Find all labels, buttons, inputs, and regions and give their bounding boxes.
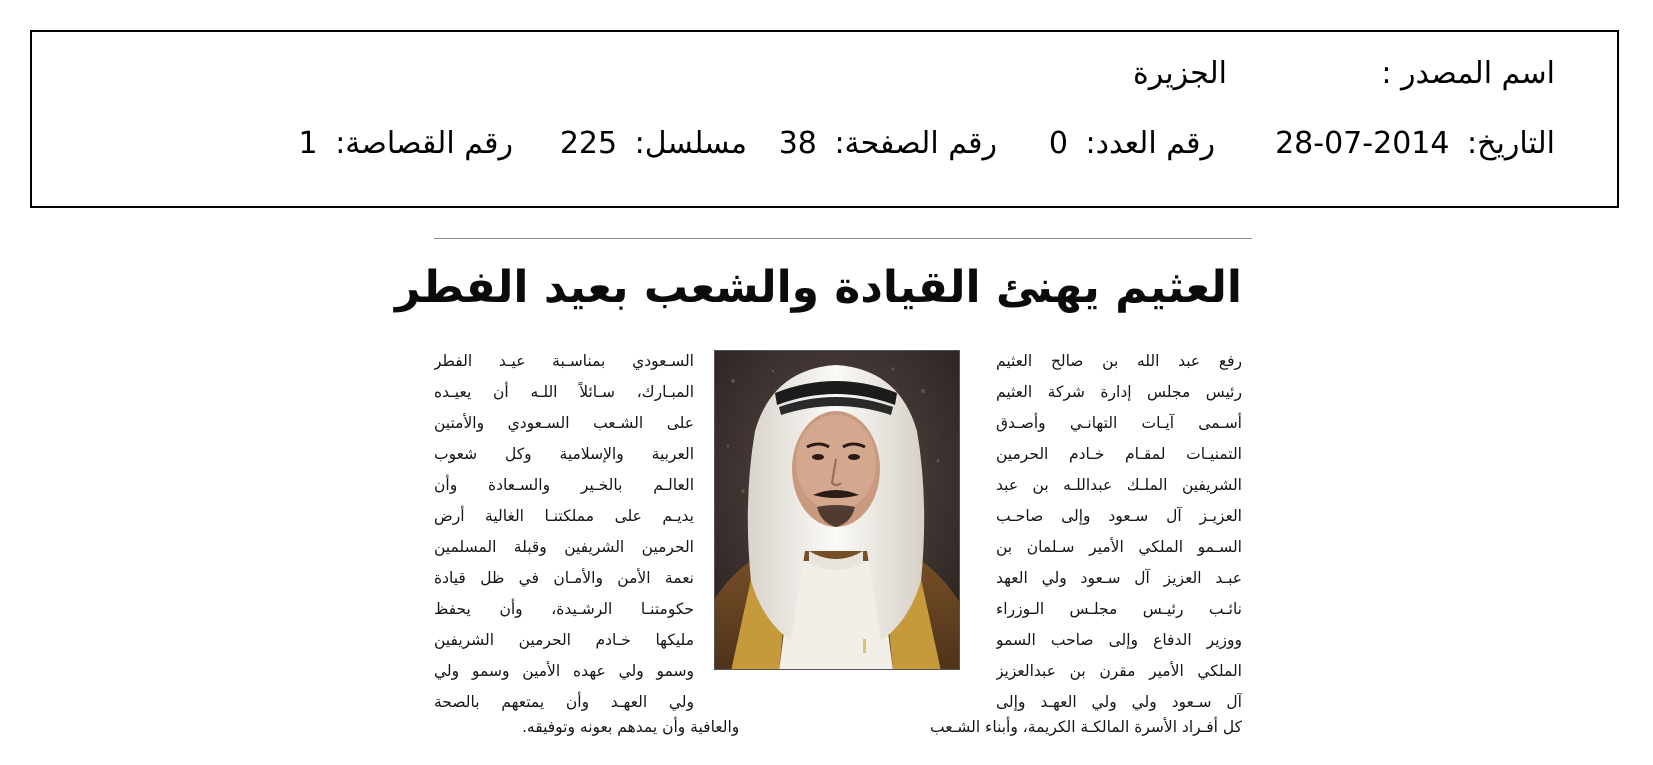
- text-line: آل سـعود ولي ولي العهـد وإلى: [996, 693, 1242, 711]
- issue-value: 0: [1048, 126, 1068, 161]
- text-line: السـمو الملكي الأمير سـلمان بن: [996, 538, 1242, 556]
- text-line: المبـارك، سـائلاً اللـه أن يعيـده: [434, 383, 694, 401]
- text-line: مليكها خـادم الحرمين الشريفين: [434, 631, 694, 649]
- page-field: [779, 124, 997, 164]
- article-column-left: [434, 346, 694, 718]
- text-line: السـعودي بمناسـبة عيـد الفطر: [434, 352, 694, 370]
- text-line: نائـب رئيـس مجلـس الـوزراء: [996, 600, 1242, 618]
- serial-value: 225: [559, 126, 618, 161]
- text-line: حكومتنـا الرشـيدة، وأن يحفظ: [434, 600, 694, 618]
- date-label: التاريخ:: [1467, 126, 1555, 161]
- clip-field: [299, 124, 513, 164]
- text-line: العالـم بالخـير والسـعادة وأن: [434, 476, 694, 494]
- page-value: 38: [778, 126, 817, 161]
- source-metadata-box: [30, 30, 1619, 208]
- date-value: 2014-07-28: [1275, 126, 1450, 161]
- issue-label: رقم العدد:: [1085, 126, 1215, 161]
- clip-value: 1: [298, 126, 318, 161]
- text-line: عبـد العزيز آل سـعود ولي العهد: [996, 569, 1242, 587]
- article-headline: العثيم يهنئ القيادة والشعب بعيد الفطر: [395, 262, 1242, 313]
- final-line-left-text: والعافية وأن يمدهم بعونه وتوفيقه.: [522, 718, 740, 736]
- serial-field: [560, 124, 747, 164]
- article-column-right: [996, 346, 1242, 718]
- text-line: رفع عبد الله بن صالح العثيم: [996, 352, 1242, 370]
- text-line: يديـم على مملكتنـا الغالية أرض: [434, 507, 694, 525]
- source-label: اسم المصدر :: [1381, 56, 1555, 91]
- text-line: الشريفين الملـك عبداللـه بن عبد: [996, 476, 1242, 494]
- text-line: ولي العهـد وأن يمتعهم بالصحة: [434, 693, 694, 711]
- portrait-illustration: [714, 351, 959, 670]
- portrait-photo: [714, 350, 960, 670]
- text-line: نعمة الأمن والأمـان في ظل قيادة: [434, 569, 694, 587]
- clip-label: رقم القصاصة:: [335, 126, 513, 161]
- text-line: الحرمين الشريفين وقبلة المسلمين: [434, 538, 694, 556]
- source-value: الجزيرة: [1132, 56, 1227, 91]
- text-line: رئيس مجلس إدارة شركة العثيم: [996, 383, 1242, 401]
- final-line-right-text: كل أفـراد الأسرة المالكـة الكريمة، وأبناء الشـعب: [930, 718, 1242, 736]
- top-rule-divider: [434, 238, 1252, 239]
- page-label: رقم الصفحة:: [834, 126, 997, 161]
- text-line: الملكي الأمير مقرن بن عبدالعزيز: [996, 662, 1242, 680]
- serial-label: مسلسل:: [634, 126, 747, 161]
- date-field: [1275, 124, 1555, 164]
- newspaper-clipping: [395, 236, 1254, 741]
- text-line: العزيـز آل سـعود وإلى صاحـب: [996, 507, 1242, 525]
- text-line: وسمو ولي عهده الأمين وسمو ولي: [434, 662, 694, 680]
- text-line: ووزير الدفاع وإلى صاحب السمو: [996, 631, 1242, 649]
- text-line: على الشـعب السـعودي والأمتين: [434, 414, 694, 432]
- issue-field: [1049, 124, 1215, 164]
- text-line: أسـمى آيـات التهانـي وأصـدق: [996, 414, 1242, 432]
- text-line: التمنيـات لمقـام خـادم الحرمين: [996, 445, 1242, 463]
- text-line: العربية والإسلامية وكل شعوب: [434, 445, 694, 463]
